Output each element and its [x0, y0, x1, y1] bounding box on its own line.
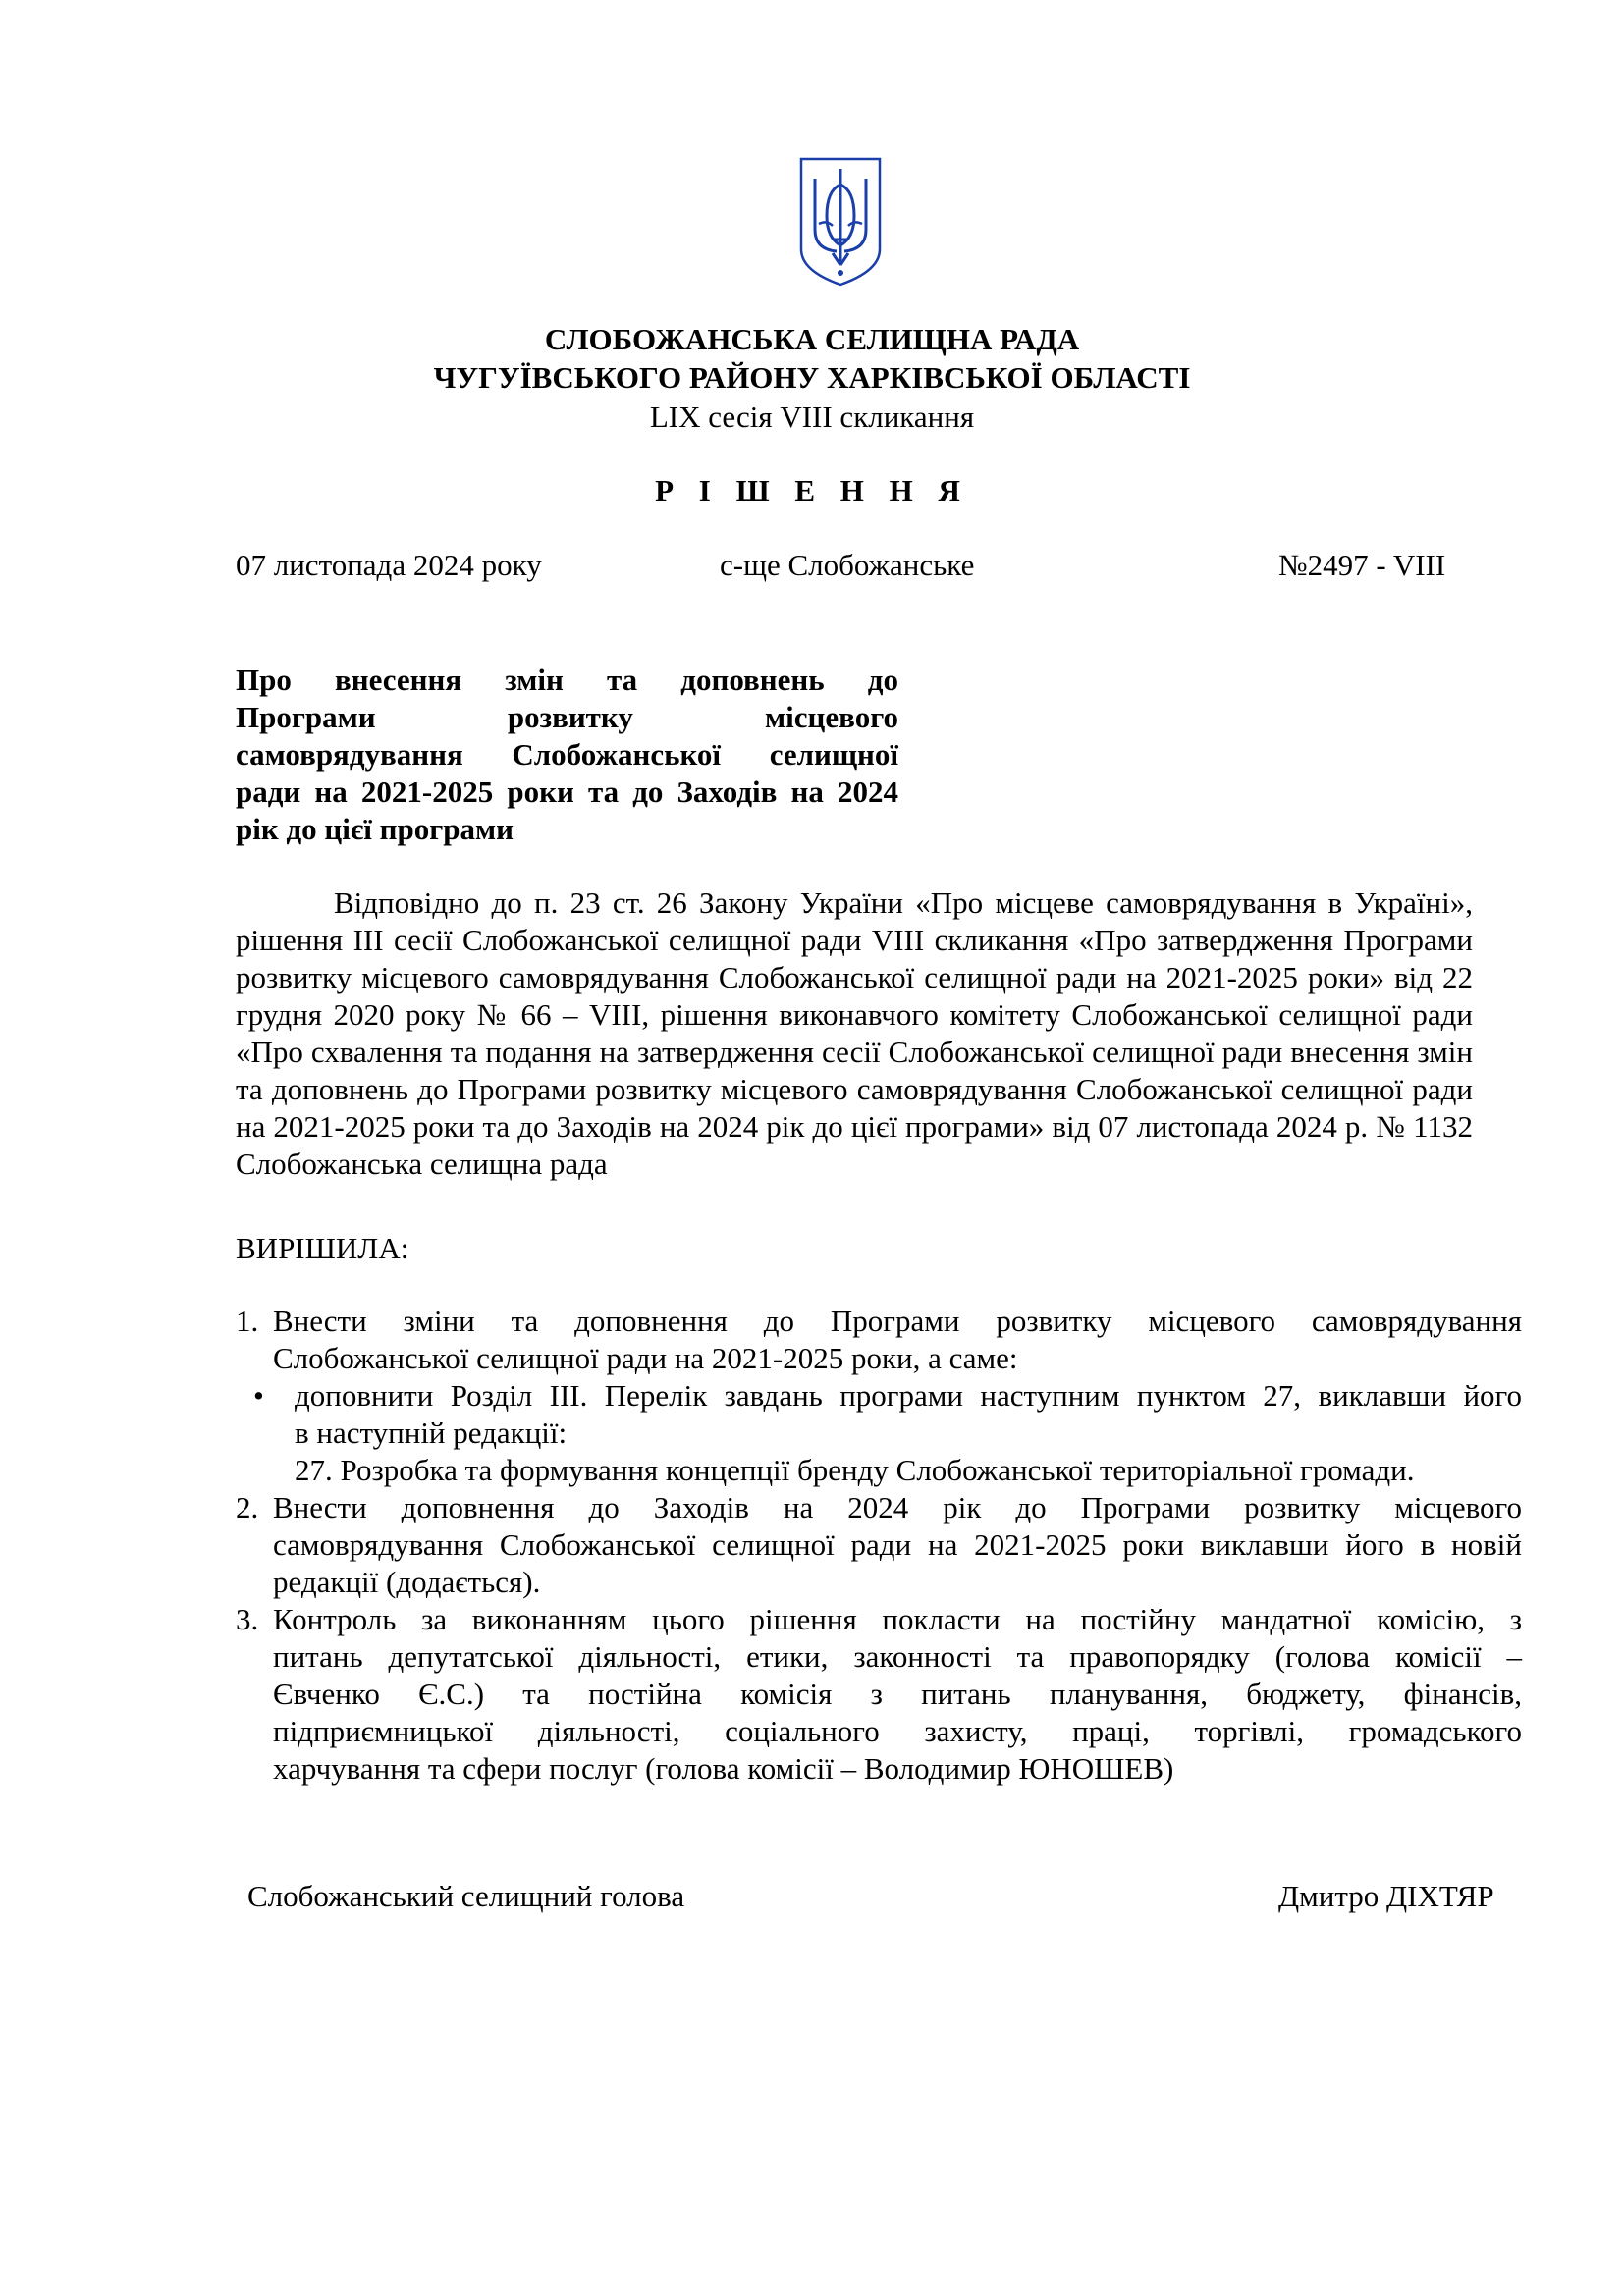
decision-subject: [236, 662, 898, 848]
decision-title: Р І Ш Е Н Н Я: [655, 473, 969, 507]
subject-line: рік до цієї програми: [236, 812, 514, 846]
preamble-line: Відповідно до п. 23 ст. 26 Закону України «Про місцеве самоврядування в Україні»,: [334, 885, 1473, 920]
subject-line: ради на 2021-2025 роки та до Заходів на 2024: [236, 774, 898, 809]
item-number: 3.: [236, 1602, 259, 1636]
bullet-line: доповнити Розділ ІІІ. Перелік завдань програми наступним пунктом 27, виклавши його: [295, 1378, 1522, 1413]
coat-of-arms-emblem: [797, 155, 884, 288]
subject-line: Програми розвитку місцевого: [236, 700, 898, 734]
preamble-line: розвитку місцевого самоврядування Слобожанської селищної ради на 2021-2025 роки» від 22: [236, 960, 1473, 994]
council-name: СЛОБОЖАНСЬКА СЕЛИЩНА РАДА: [544, 322, 1080, 356]
subject-line: Про внесення змін та доповнень до: [236, 663, 898, 697]
bullet-line: в наступній редакції:: [295, 1415, 568, 1450]
decision-place: с-ще Слобожанське: [720, 548, 975, 582]
resolved-heading: ВИРІШИЛА:: [236, 1231, 409, 1265]
item-line: Внести доповнення до Заходів на 2024 рік до Програми розвитку місцевого: [273, 1490, 1522, 1524]
item-line: питань депутатської діяльності, етики, законності та правопорядку (голова комісії –: [273, 1639, 1522, 1674]
preamble-line: «Про схвалення та подання на затвердження сесії Слобожанської селищної ради внесення змін: [236, 1035, 1473, 1069]
preamble-line: рішення ІІІ сесії Слобожанської селищної ради VIII скликання «Про затвердження Програми: [236, 923, 1473, 957]
bullet-icon: •: [253, 1378, 264, 1413]
preamble-line: Слобожанська селищна рада: [236, 1147, 608, 1181]
item-number: 1.: [236, 1304, 259, 1338]
item-line: харчування та сфери послуг (голова комісії – Володимир ЮНОШЕВ): [273, 1751, 1174, 1786]
decision-date: 07 листопада 2024 року: [236, 548, 542, 582]
preamble-line: на 2021-2025 роки та до Заходів на 2024 рік до цієї програми» від 07 листопада 2024 р. № 1132: [236, 1109, 1473, 1144]
subitem-27: 27. Розробка та формування концепції бренду Слобожанської територіальної громади.: [295, 1453, 1415, 1487]
preamble-paragraph: [236, 884, 1473, 1183]
item-line: Слобожанської селищної ради на 2021-2025 роки, а саме:: [273, 1341, 1018, 1375]
item-line: підприємницької діяльності, соціального захисту, праці, торгівлі, громадського: [273, 1714, 1522, 1748]
item-line: Євченко Є.С.) та постійна комісія з питань планування, бюджету, фінансів,: [273, 1677, 1522, 1711]
item-line: редакції (додається).: [273, 1565, 541, 1599]
decision-number: №2497 - VIII: [1278, 548, 1446, 582]
preamble-line: грудня 2020 року № 66 – VIII, рішення виконавчого комітету Слобожанської селищної ради: [236, 997, 1473, 1032]
session-line: LIX сесія VIII скликання: [649, 400, 975, 434]
item-line: Контроль за виконанням цього рішення покласти на постійну мандатної комісію, з: [273, 1602, 1522, 1636]
item-line: Внести зміни та доповнення до Програми розвитку місцевого самоврядування: [273, 1304, 1522, 1338]
signature-position: Слобожанський селищний голова: [247, 1879, 685, 1913]
preamble-line: та доповнень до Програми розвитку місцевого самоврядування Слобожанської селищної ради: [236, 1072, 1473, 1106]
signature-name: Дмитро ДІХТЯР: [1278, 1879, 1494, 1913]
district-name: ЧУГУЇВСЬКОГО РАЙОНУ ХАРКІВСЬКОЇ ОБЛАСТІ: [433, 360, 1191, 395]
subject-line: самоврядування Слобожанської селищної: [236, 737, 898, 772]
item-number: 2.: [236, 1490, 259, 1524]
item-line: самоврядування Слобожанської селищної ради на 2021-2025 роки виклавши його в новій: [273, 1527, 1522, 1562]
